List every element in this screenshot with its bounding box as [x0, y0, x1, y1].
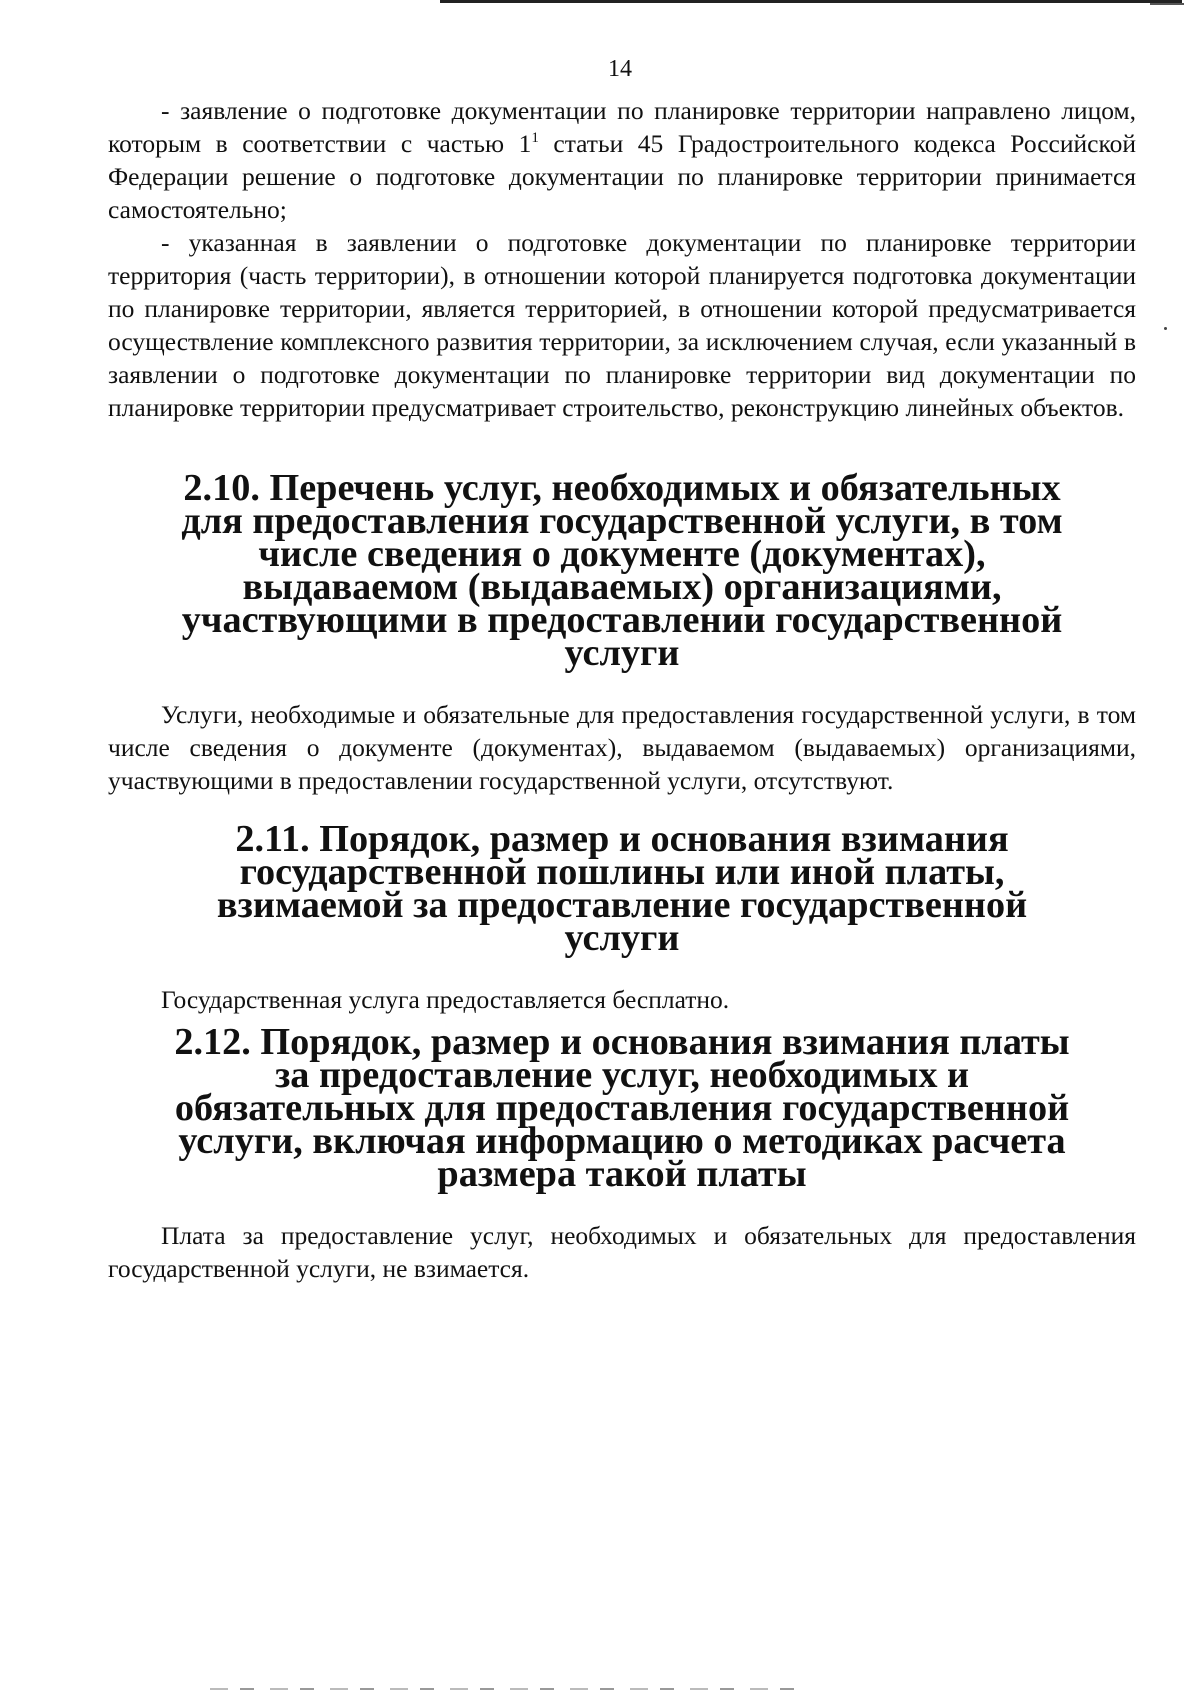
section-heading-2-10 [108, 467, 1136, 674]
heading-line: числе сведения о документе (документах), [258, 533, 986, 575]
heading-line: услуги [564, 917, 680, 959]
heading-line: для предоставления государственной услуги, в том [181, 500, 1063, 542]
scan-speck [1164, 327, 1167, 330]
heading-line: размера такой платы [437, 1153, 807, 1195]
superscript-index: 1 [531, 130, 539, 146]
heading-line: участвующими в предоставлении государственной [181, 599, 1063, 641]
paragraph-text-part-1: - заявление о подготовке документации по планировке территории направлено лицом, которым в соответствии с частью 1 [108, 96, 1136, 158]
heading-line: обязательных для предоставления государственной [174, 1087, 1070, 1129]
heading-line: 2.10. Перечень услуг, необходимых и обязательных [183, 467, 1061, 509]
heading-line: услуги, включая информацию о методиках расчета [178, 1120, 1066, 1162]
heading-line: выдаваемом (выдаваемых) организациями, [242, 566, 1002, 608]
bottom-scan-artifact [210, 1688, 800, 1690]
section-body-2-11: Государственная услуга предоставляется бесплатно. [161, 985, 730, 1014]
paragraph-application-by-person [108, 94, 1136, 226]
heading-line: 2.11. Порядок, размер и основания взимания [235, 818, 1009, 860]
section-body-2-10: Услуги, необходимые и обязательные для предоставления государственной услуги, в том числе сведения о документе (документах), выдаваемом (выдаваемых) организациями, участвующими в предоставлении государственной услуги, отсутствуют. [108, 700, 1136, 795]
paragraph-text-part-2: статьи 45 Градостроительного кодекса Российской Федерации решение о подготовке документации по планировке территории принимается самостоятельно; [108, 129, 1136, 224]
section-body-2-12: Плата за предоставление услуг, необходимых и обязательных для предоставления государственной услуги, не взимается. [108, 1221, 1136, 1283]
heading-line: 2.12. Порядок, размер и основания взимания платы [174, 1021, 1070, 1063]
top-border-line [440, 0, 1182, 3]
document-body [108, 94, 1136, 1285]
page-number: 14 [608, 56, 632, 82]
section-heading-2-11 [108, 818, 1136, 959]
top-border-line-tail [1150, 3, 1184, 5]
heading-line: услуги [564, 632, 680, 674]
heading-line: за предоставление услуг, необходимых и [274, 1054, 970, 1096]
paragraph-territory-development: - указанная в заявлении о подготовке документации по планировке территории территория (часть территории), в отношении которой планируется подготовка документации по планировке территории, является территорией, в отношении которой предусматривается осуществление комплексного развития территории, за исключением случая, если указанный в заявлении о подготовке документации по планировке территории вид документации по планировке территории предусматривает строительство, реконструкцию линейных объектов. [108, 228, 1136, 422]
heading-line: взимаемой за предоставление государственной [216, 884, 1028, 926]
heading-line: государственной пошлины или иной платы, [239, 851, 1005, 893]
section-heading-2-12 [108, 1021, 1136, 1195]
